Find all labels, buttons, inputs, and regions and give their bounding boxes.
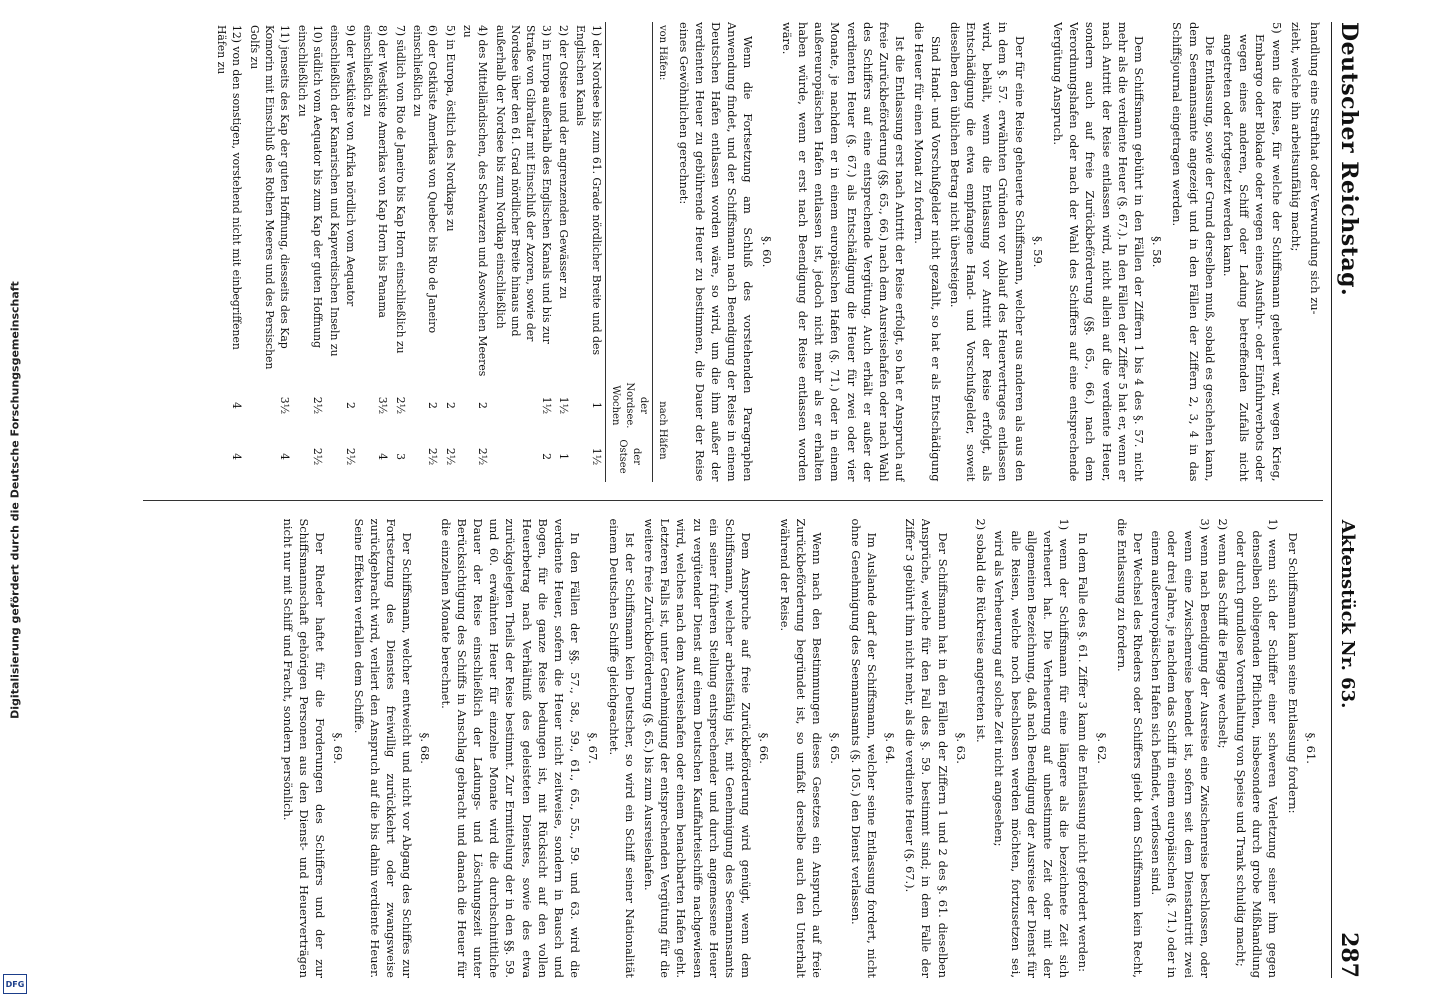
table-cell-col-b: 4 [376,453,390,460]
list-item: 2) wenn das Schiff die Flagge wechselt; [1215,518,1230,749]
voyage-duration-table [213,22,672,482]
table-cell-label: 8) der Westküste Amerikas von Kap Horn bis Panama einschließlich zu [361,25,390,318]
table-cell-label: 1) der Nordsee bis zum 61. Grade nördlicher Breite und des Englischen Kanals [574,25,603,355]
column-divider [143,500,1323,501]
paragraph: Ist die Entlassung erst nach Antritt der Reise erfolgt, so hat er Anspruch auf freie Zurückbeförderung (§§. 65., 66.) nach dem Ausreisehafen oder nach Wahl des Schiffers auf eine entsprechende Vergütung. Auch erhält er außer der verdienten Heuer (§. 67.) als Entschädigung die Heuer für zwei oder vier Monate, je nachdem er in einem europäischen Hafen (§. 71.) oder in einem außereuropäischen Hafen entlassen ist, jedoch nicht mehr als er erhalten haben würde, wenn er erst nach Beendigung der Reise entlassen worden wäre. [779,22,908,482]
column-right [143,519,1323,979]
section-heading: §. 61. [1304,732,1318,764]
table-row [293,22,326,482]
paragraph: Der Schiffsmann, welcher entweicht und nicht vor Abgang des Schiffes zur Fortsetzung des Dienstes freiwillig zurückkehrt oder zwangsweise zurückgebracht wird, verliert den Anspruch auf die bis dahin verdiente Heuer. Seine Effekten verfallen dem Schiffe. [351,518,415,978]
table-row [409,22,442,482]
table-cell-label: 6) der Ostküste Amerikas von Quebec bis Rio de Janeiro einschließlich zu [411,25,440,334]
paragraph: Der für eine Reise geheuerte Schiffsmann, welcher aus anderen als aus den in dem §. 57. erwähnten Gründen vor Ablauf des Heuervertrages entlassen wird, behält, wenn die Entlassung vor Antritt der Reise erfolgt, als Entschädigung die etwa empfangene Hand- und Vorschußgelder, soweit dieselben den üblichen Betrag nicht übersteigen. [947,22,1027,482]
table-row [213,22,246,482]
table-header-blank [605,22,653,379]
list-item: 1) wenn der Schiffsmann für eine längere als die bezeichnete Zeit sich verheuert hat. Die Verheuerung auf unbestimmte Zeit oder mit der allgemeinen Bezeichnung, daß nach Beendigung der Ausreise der Dienst für alle Reisen, welche noch beschlossen werden möchten, fortzusetzen sei, wird als Verheuerung auf solche Zeit nicht angesehen; [992,518,1072,978]
column-left [143,22,1323,482]
table-cell-label: 12) von den sonstigen, vorstehend nicht mit einbegriffenen Häfen zu [215,25,244,350]
table-cell-col-a: 1½ [557,396,571,415]
table-cell-col-b: 2½ [443,447,457,466]
section-heading: §. 67. [586,732,601,764]
dfg-logo: DFG [3,974,27,994]
section-heading: §. 65. [828,732,843,764]
list-item: 2) sobald die Rückreise angetreten ist. [974,518,989,743]
paragraph: Ist der Schiffsmann kein Deutscher, so wird ein Schiff seiner Nationalität einem Deutschen Schiffe gleichgeachtet. [606,518,637,978]
table-row [391,22,408,482]
digitization-credit: Digitalisierung gefördert durch die Deutsche Forschungsgemeinschaft [8,281,22,719]
table-cell-col-b: 2½ [311,447,325,466]
paragraph: Der Wechsel des Rheders oder Schiffers giebt dem Schiffsmann kein Recht, die Entlassung zu fordern. [1114,518,1145,978]
table-header-col-b: der Ostsee [605,432,653,482]
table-cell-label: 10) südlich vom Aequator bis zum Kap der guten Hoffnung einschließlich zu [295,25,325,349]
table-cell-label: 4) des Mittelländischen, des Schwarzen und Asowschen Meeres zu [461,25,490,377]
table-row [441,22,458,482]
section-heading: §. 58. [1150,236,1165,268]
paragraph: zieht, welche ihn arbeitsunfähig macht; [1288,22,1303,252]
table-row [326,22,359,482]
table-header-label: von Häfen: [653,22,672,379]
table-cell-col-b: 2½ [343,447,357,466]
table-row [459,22,492,482]
table-cell-col-a: 3½ [376,396,390,415]
list-item: 3) wenn nach Beendigung der Ausreise eine Zwischenreise beschlossen, oder wenn eine Zwischenreise beendet ist, sofern seit dem Dienstantritt zwei oder drei Jahre, je nachdem das Schiff in einem europäischen (§. 71.) oder in einem außereuropäischen Hafen sich befindet, verflossen sind. [1149,518,1212,978]
section-heading: §. 68. [418,732,433,764]
table-cell-label: 3) in Europa außerhalb des Englischen Kanals und bis zur Straße von Gibraltar mit Einschluß der Azoren, sowie der Nordsee über den 61. Grad nördlicher Breite hinaus und außerhalb der Nordsee bis zum Nordkap einschließlich [493,25,553,344]
paragraph: Der Schiffsmann kann seine Entlassung fordern: [1285,532,1300,814]
table-cell-label: 9) der Westküste von Afrika nördlich vom Aequator einschließlich der Kanarischen und Kapverdischen Inseln zu [328,25,357,357]
table-cell-col-b: 1 [557,453,571,460]
table-cell-col-b: 1½ [589,447,603,466]
table-cell-col-a: 2½ [311,396,325,415]
table-cell-col-b: 2½ [426,447,440,466]
paragraph: Der Rheder haftet für die Forderungen des Schiffers und der zur Schiffsmannschaft gehörigen Personen aus den Dienst- und Heuerverträgen nicht nur mit Schiff und Fracht, sondern persönlich. [280,518,328,978]
section-heading: §. 64. [883,732,898,764]
table-cell-col-a: 2 [443,402,457,409]
table-cell-col-a: 2 [426,402,440,409]
paragraph: Sind Hand- und Vorschußgelder nicht gezahlt, so hat er als Entschädigung die Heuer für einen Monat zu fordern. [912,22,943,482]
section-heading: §. 66. [757,732,772,764]
list-item: 1) wenn sich der Schiffer einer schweren Verletzung seiner ihm gegen denselben obliegenden Pflichten, insbesondere durch grobe Mißhandlung oder durch grundlose Vorenthaltung von Speise und Trank schuldig macht; [1234,518,1281,978]
paragraph: Dem Anspruche auf freie Zurückbeförderung wird genügt, wenn dem Schiffsmann, welcher arbeitsfähig ist, mit Genehmigung des Seemannsamts ein seiner früheren Stellung entsprechender und durch angemessene Heuer zu vergütender Dienst auf einem Deutschen Kauffahrteischiffe nachgewiesen wird, welches nach dem Ausreisehafen oder einem benachbarten Hafen geht. Letzteren Falls ist, unter Genehmigung der entsprechenden Vergütung für die weitere freie Zurückbeförderung (§. 65.) bis zum Ausreisehafen. [642,518,754,978]
table-cell-label: 5) in Europa, östlich des Nordkaps zu [443,25,457,232]
section-heading: §. 59. [1030,236,1045,268]
section-heading: §. 69. [331,732,346,764]
paragraph: Die Entlassung, sowie der Grund derselben muß, sobald es geschehen kann, dem Seemannsamte angezeigt und in den Fällen der Ziffern 2, 3, 4 in das Schiffsjournal eingetragen werden. [1170,22,1217,482]
table-cell-col-b: 4 [278,453,292,460]
table-cell-col-b: 2½ [476,447,490,466]
document-page [56,0,1376,1000]
table-row [572,22,605,482]
paragraph: Der Schiffsmann hat in den Fällen der Ziffern 1 und 2 des §. 61. dieselben Ansprüche, welche für den Fall des §. 59. bestimmt sind; in dem Falle der Ziffer 3 gebührt ihm nicht mehr, als die verdiente Heuer (§. 67.). [903,518,950,978]
table-cell-col-b: 2 [539,453,553,460]
table-cell-label: 11) jenseits des Kap der guten Hoffnung, diesseits des Kap Komorin mit Einschluß des Rothen Meeres und des Persischen Golfs zu [247,25,292,370]
paragraph: In dem Falle des §. 61. Ziffer 3 kann die Entlassung nicht gefordert werden: [1076,532,1091,972]
table-cell-col-b: 4 [230,453,244,460]
paragraph: Im Auslande darf der Schiffsmann, welcher seine Entlassung fordert, nicht ohne Genehmigung des Seemannsamts (§. 105.) den Dienst verlassen. [848,518,879,978]
table-cell-col-a: 2½ [393,396,407,415]
publication-title: Deutscher Reichstag. [1336,22,1362,297]
table-cell-col-a: 1½ [539,396,553,415]
paragraph: Dem Schiffsmann gebührt in den Fällen der Ziffern 1 bis 4 des §. 57. nicht mehr als die verdiente Heuer (§. 67.). In den Fällen der Ziffer 5 hat er, wenn er nach Antritt der Reise entlassen wird, nicht allein auf die verdiente Heuer, sondern auch auf freie Zurückbeförderung (§§. 65., 66.) nach dem Verordnungshafen oder nach der Wahl des Schiffers auf eine entsprechende Vergütung Anspruch. [1051,22,1146,482]
section-heading: §. 63. [953,732,968,764]
table-cell-col-a: 4 [230,402,244,409]
paragraph: In den Fällen der §§. 57., 58., 59., 61., 65., 55., 59. und 63. wird die verdiente Heuer, sofern die Heuer nicht zeitweise, sondern in Bausch und Bogen, für die ganze Reise bedungen ist, mit Rücksicht auf den vollen Heuerbetrag nach Verhältniß des geleisteten Dienstes, sowie des etwa zurückgelegten Theils der Reise bestimmt. Zur Ermittelung der in den §§. 59. und 60. erwähnten Heuer für einzelne Monate wird die durchschnittliche Dauer der Reise einschließlich der Ladungs- und Löschungszeit unter Berücksichtigung des Schiffs in Anschlag gebracht und danach die Heuer für die einzelnen Monate berechnet. [438,518,583,978]
document-number: Aktenstück Nr. 63. [1337,519,1358,709]
table-header-col-a: der Nordsee. Wochen [605,379,653,431]
table-row [555,22,572,482]
table-row [491,22,554,482]
table-cell-col-a: 2 [343,402,357,409]
table-cell-label: 2) der Ostsee und der angrenzenden Gewässer zu [557,25,571,299]
paragraph: handlung eine Strafthat oder Verwundung sich zu- [1308,22,1322,315]
table-cell-col-a: 3½ [278,396,292,415]
page-number: 287 [1336,932,1362,978]
paragraph: Wenn nach den Bestimmungen dieses Gesetzes ein Anspruch auf freie Zurückbeförderung begründet ist, so umfaßt derselbe auch den Unterhalt während der Reise. [777,518,825,978]
table-body [213,22,605,482]
page-header [1331,22,1362,978]
list-item: 5) wenn die Reise, für welche der Schiffsmann geheuert war, wegen Krieg, Embargo oder Blokade oder wegen eines Ausfuhr- oder Einfuhrverbots oder wegen eines anderen, Schiff oder Ladung betreffenden Zufalls nicht angetreten oder fortgesetzt werden kann. [1221,22,1284,482]
table-cell-col-a: 2 [476,402,490,409]
table-row [245,22,293,482]
table-row [359,22,392,482]
table-header-group: nach Häfen [653,379,672,481]
section-heading: §. 62. [1094,732,1109,764]
digitization-credit-strip [0,0,30,1000]
paragraph: Wenn die Fortsetzung am Schluß des vorstehenden Paragraphen Anwendung findet, und der Schiffsmann nach Beendigung der Reise in einem Deutschen Hafen entlassen worden wäre, so wird, um die ihm außer der verdienten Heuer zu gebührende Heuer zu bestimmen, die Dauer der Reise eines Gewöhnlichen gerechnet: [676,22,756,482]
section-heading: §. 60. [759,236,774,268]
table-cell-col-a: 1 [589,402,603,409]
table-cell-col-b: 3 [393,453,407,460]
table-cell-label: 7) südlich von Rio de Janeiro bis Kap Horn einschließlich zu [393,25,407,354]
